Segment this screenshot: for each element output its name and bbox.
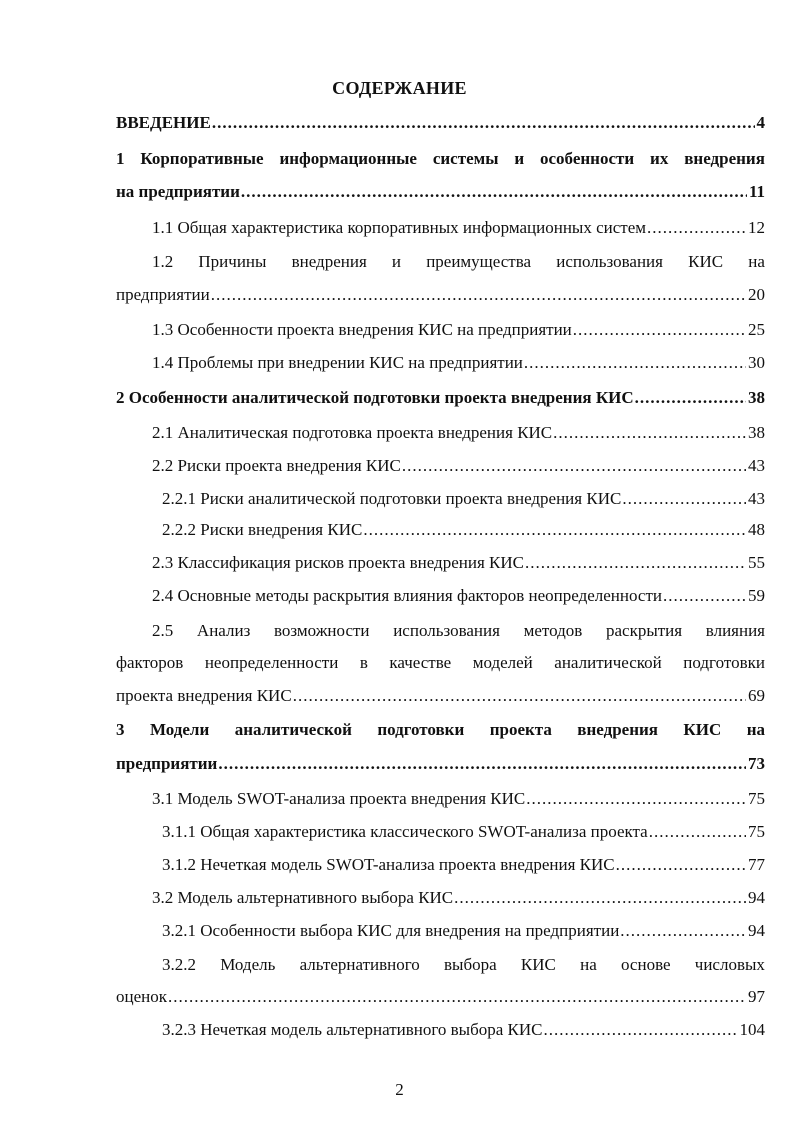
toc-entry-page: 104 xyxy=(739,1020,765,1039)
toc-entry-text: проекта внедрения КИС xyxy=(116,686,292,705)
toc-entry-3-2-2-line2 xyxy=(116,985,765,1009)
toc-word: выбора xyxy=(444,955,497,974)
toc-word: качестве xyxy=(389,653,452,672)
page-number: 2 xyxy=(395,1080,404,1099)
toc-entry-page: 12 xyxy=(748,218,765,237)
dot-leader xyxy=(211,283,746,307)
toc-word: и xyxy=(514,149,525,168)
toc-word: на xyxy=(580,955,597,974)
toc-word: факторов xyxy=(116,653,184,672)
toc-entry-1-3 xyxy=(152,318,765,342)
toc-entry-text: 2.4 Основные методы раскрытия влияния факторов неопределенности xyxy=(152,586,662,605)
dot-leader xyxy=(293,684,746,708)
toc-entry-2-2-1 xyxy=(162,487,765,511)
toc-entry-text: 1.3 Особенности проекта внедрения КИС на предприятии xyxy=(152,320,572,339)
toc-word: 3 xyxy=(116,720,125,739)
dot-leader xyxy=(620,919,746,943)
toc-entry-page: 25 xyxy=(748,320,765,339)
toc-word: особенности xyxy=(540,149,635,168)
dot-leader xyxy=(454,886,746,910)
toc-word: 1 xyxy=(116,149,125,168)
toc-entry-page: 4 xyxy=(756,113,765,132)
dot-leader xyxy=(635,386,746,410)
toc-entry-text: 1.1 Общая характеристика корпоративных информационных систем xyxy=(152,218,647,237)
dot-leader xyxy=(622,487,746,511)
toc-entry-page: 38 xyxy=(748,388,765,407)
toc-word: раскрытия xyxy=(605,621,683,640)
toc-word: их xyxy=(650,149,669,168)
dot-leader xyxy=(663,584,746,608)
toc-entry-text: предприятии xyxy=(116,754,218,773)
toc-entry-2-3 xyxy=(152,551,765,575)
toc-entry-1-4 xyxy=(152,351,765,375)
toc-word: КИС xyxy=(688,252,724,271)
toc-word: внедрения xyxy=(577,720,658,739)
toc-chapter1-line2 xyxy=(116,180,765,204)
toc-word: методов xyxy=(523,621,583,640)
toc-word: моделей xyxy=(472,653,533,672)
toc-entry-page: 55 xyxy=(748,553,765,572)
dot-leader xyxy=(616,853,746,877)
toc-word: Причины xyxy=(198,252,267,271)
dot-leader xyxy=(553,421,746,445)
toc-entry-page: 75 xyxy=(748,789,765,808)
toc-entry-text: 2.2 Риски проекта внедрения КИС xyxy=(152,456,401,475)
toc-entry-page: 43 xyxy=(748,456,765,475)
toc-entry-page: 75 xyxy=(748,822,765,841)
toc-entry-page: 59 xyxy=(748,586,765,605)
toc-word: возможности xyxy=(273,621,370,640)
toc-word: КИС xyxy=(683,720,722,739)
toc-entry-text: 2.2.2 Риски внедрения КИС xyxy=(162,520,363,539)
toc-entry-text: на предприятии xyxy=(116,182,240,201)
toc-entry-text: 2.1 Аналитическая подготовка проекта внедрения КИС xyxy=(152,423,553,442)
dot-leader xyxy=(241,180,747,204)
toc-entry-text: оценок xyxy=(116,987,167,1006)
dot-leader xyxy=(573,318,746,342)
toc-entry-text: 2.2.1 Риски аналитической подготовки проекта внедрения КИС xyxy=(162,489,622,508)
dot-leader xyxy=(524,351,746,375)
toc-word: 2.5 xyxy=(152,621,174,640)
toc-word: проекта xyxy=(489,720,552,739)
dot-leader xyxy=(168,985,746,1009)
toc-word: в xyxy=(359,653,368,672)
dot-leader xyxy=(212,111,755,135)
dot-leader xyxy=(647,216,746,240)
toc-entry-text: 3.1 Модель SWOT-анализа проекта внедрения КИС xyxy=(152,789,526,808)
toc-word: аналитической xyxy=(554,653,662,672)
toc-entry-3-2-1 xyxy=(162,919,765,943)
toc-word: 3.2.2 xyxy=(162,955,196,974)
toc-word: подготовки xyxy=(683,653,765,672)
toc-entry-page: 48 xyxy=(748,520,765,539)
toc-chapter1-line1 xyxy=(116,147,765,171)
dot-leader xyxy=(649,820,746,844)
dot-leader xyxy=(402,454,746,478)
toc-entry-text: 2 Особенности аналитической подготовки проекта внедрения КИС xyxy=(116,388,634,407)
toc-entry-2-5-line1 xyxy=(152,619,765,643)
toc-entry-text: 3.1.1 Общая характеристика классического SWOT-анализа проекта xyxy=(162,822,648,841)
dot-leader xyxy=(218,752,746,776)
toc-entry-2-2 xyxy=(152,454,765,478)
toc-word: неопределенности xyxy=(204,653,339,672)
toc-chapter2 xyxy=(116,386,765,410)
toc-entry-page: 94 xyxy=(748,921,765,940)
toc-word: влияния xyxy=(705,621,765,640)
toc-word: Анализ xyxy=(196,621,251,640)
toc-word: информационные xyxy=(279,149,417,168)
toc-entry-page: 11 xyxy=(748,182,765,201)
toc-word: Модель xyxy=(220,955,276,974)
toc-entry-3-1-2 xyxy=(162,853,765,877)
toc-word: Корпоративные xyxy=(140,149,264,168)
toc-entry-page: 20 xyxy=(748,285,765,304)
toc-entry-text: 1.4 Проблемы при внедрении КИС на предприятии xyxy=(152,353,523,372)
toc-entry-page: 97 xyxy=(748,987,765,1006)
toc-entry-page: 69 xyxy=(748,686,765,705)
toc-entry-page: 77 xyxy=(748,855,765,874)
toc-entry-1-2-line1 xyxy=(152,250,765,274)
toc-entry-text: предприятии xyxy=(116,285,210,304)
dot-leader xyxy=(526,787,746,811)
toc-entry-3-1 xyxy=(152,787,765,811)
toc-entry-3-2-2-line1 xyxy=(162,953,765,977)
dot-leader xyxy=(544,1018,738,1042)
toc-entry-3-1-1 xyxy=(162,820,765,844)
toc-entry-2-1 xyxy=(152,421,765,445)
toc-entry-page: 73 xyxy=(748,754,765,773)
toc-word: внедрения xyxy=(684,149,765,168)
toc-word: использования xyxy=(393,621,500,640)
toc-chapter3-line1 xyxy=(116,718,765,742)
dot-leader xyxy=(363,518,746,542)
toc-entry-3-2 xyxy=(152,886,765,910)
dot-leader xyxy=(525,551,746,575)
toc-entry-page: 43 xyxy=(748,489,765,508)
toc-word: альтернативного xyxy=(299,955,420,974)
page-title: СОДЕРЖАНИЕ xyxy=(332,78,467,98)
toc-word: системы xyxy=(432,149,499,168)
toc-word: и xyxy=(391,252,402,271)
toc-word: КИС xyxy=(520,955,556,974)
toc-chapter3-line2 xyxy=(116,752,765,776)
toc-word: на xyxy=(748,252,765,271)
toc-word: на xyxy=(746,720,765,739)
toc-entry-text: 3.1.2 Нечеткая модель SWOT-анализа проекта внедрения КИС xyxy=(162,855,615,874)
toc-entry-page: 94 xyxy=(748,888,765,907)
toc-entry-2-5-line2 xyxy=(116,651,765,675)
toc-entry-page: 30 xyxy=(748,353,765,372)
toc-entry-text: 3.2 Модель альтернативного выбора КИС xyxy=(152,888,454,907)
toc-word: использования xyxy=(556,252,663,271)
toc-word: Модели xyxy=(149,720,210,739)
toc-word: внедрения xyxy=(291,252,367,271)
toc-entry-text: 3.2.1 Особенности выбора КИС для внедрения на предприятии xyxy=(162,921,620,940)
toc-entry-3-2-3 xyxy=(162,1018,765,1042)
toc-entry-text: 2.3 Классификация рисков проекта внедрения КИС xyxy=(152,553,524,572)
toc-entry-2-4 xyxy=(152,584,765,608)
toc-word: основе xyxy=(621,955,671,974)
toc-entry-intro xyxy=(116,111,765,135)
toc-word: подготовки xyxy=(377,720,465,739)
toc-entry-1-2-line2 xyxy=(116,283,765,307)
toc-entry-page: 38 xyxy=(748,423,765,442)
toc-entry-2-5-line3 xyxy=(116,684,765,708)
toc-word: числовых xyxy=(694,955,765,974)
toc-word: аналитической xyxy=(234,720,352,739)
toc-entry-2-2-2 xyxy=(162,518,765,542)
toc-entry-1-1 xyxy=(152,216,765,240)
toc-entry-text: ВВЕДЕНИЕ xyxy=(116,113,211,132)
toc-word: 1.2 xyxy=(152,252,174,271)
toc-word: преимущества xyxy=(426,252,532,271)
toc-entry-text: 3.2.3 Нечеткая модель альтернативного выбора КИС xyxy=(162,1020,543,1039)
